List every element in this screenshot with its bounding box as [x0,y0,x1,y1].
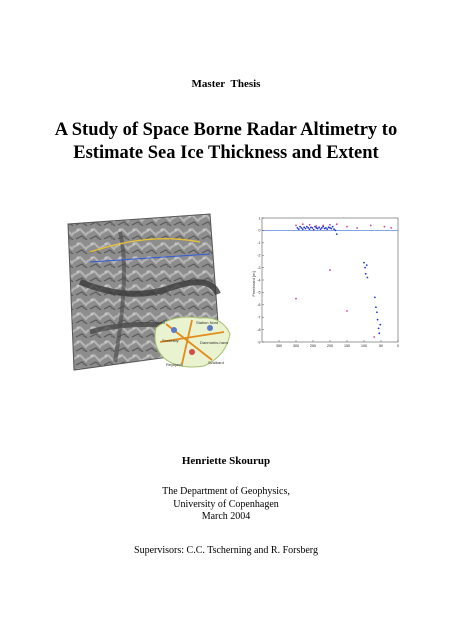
data-point [303,226,305,228]
title-line-1: A Study of Space Borne Radar Altimetry to [54,120,398,140]
data-point [336,223,338,225]
data-point [365,273,367,275]
thesis-title [0,119,452,165]
data-point [377,319,379,321]
x-tick-label: 350 [276,344,282,348]
data-point [374,296,376,298]
data-point [299,226,301,228]
data-point [336,233,338,235]
data-point [378,332,380,334]
data-point [309,224,311,226]
y-tick-label: -5 [257,290,261,295]
department: The Department of Geophysics, [162,486,290,497]
data-point [356,227,358,229]
data-point [375,306,377,308]
data-point [316,225,318,227]
data-point [305,228,307,230]
y-axis-label: Freeboard [m] [251,271,256,297]
map-label: Scoresby [162,338,179,343]
data-point [301,227,303,229]
author-name: Henriette Skourup [181,455,271,467]
data-point [335,230,337,232]
title-line-2: Estimate Sea Ice Thickness and Extent [73,143,379,163]
data-point [296,227,298,229]
y-tick-label: -2 [257,253,261,258]
date: March 2004 [201,511,251,522]
x-tick-label: 250 [310,344,316,348]
data-point [302,228,304,230]
plot-area [262,218,398,342]
data-point [346,310,348,312]
data-point [317,228,319,230]
data-point [333,228,335,230]
inset-map [155,317,230,367]
data-point [309,228,311,230]
data-point [298,228,300,230]
data-point [364,267,366,269]
data-point [373,336,375,338]
affiliation [0,486,452,524]
data-point [311,227,313,229]
data-point [326,228,328,230]
data-point [306,226,308,228]
y-tick-label: -9 [257,340,261,345]
y-tick-label: -7 [257,315,261,320]
y-tick-label: -8 [257,327,261,332]
data-point [321,227,323,229]
data-point [384,226,386,228]
map-label: Nord [156,320,165,325]
data-point [379,324,381,326]
data-point [346,226,348,228]
data-point [376,311,378,313]
data-point [320,228,322,230]
freeboard-plot [252,214,402,354]
data-point [332,226,334,228]
y-tick-label: 0 [258,228,261,233]
y-tick-label: -4 [257,278,261,283]
data-point [295,298,297,300]
data-point [318,226,320,228]
data-point [367,277,369,279]
data-point [313,229,315,231]
supervisors: Supervisors: C.C. Tscherning and R. Forsberg [134,545,318,556]
data-point [329,224,331,226]
data-point [330,228,332,230]
y-tick-label: -1 [257,241,261,246]
university: University of Copenhagen [173,498,279,510]
data-point [325,227,327,229]
data-point [370,225,372,227]
data-point [322,225,324,227]
data-point [329,269,331,271]
x-tick-label: 200 [327,344,333,348]
data-point [295,225,297,227]
x-tick-label: 100 [361,344,367,348]
data-point [378,327,380,329]
x-tick-label: 300 [293,344,299,348]
map-label: Danmarks-havn [200,340,229,345]
data-point [307,227,309,229]
thesis-type: Master Thesis [191,78,261,90]
data-point [363,262,365,264]
map-label: Reykjavik [166,362,184,367]
y-tick-label: 1 [258,216,261,221]
y-tick-label: -6 [257,303,261,308]
y-tick-label: -3 [257,265,261,270]
x-tick-label: 0 [397,344,399,348]
map-label: Station Nord [196,320,219,325]
sar-image-figure [60,212,255,374]
data-point [390,227,392,229]
map-label: Svalbard [208,360,224,365]
data-point [302,223,304,225]
data-point [366,264,368,266]
x-tick-label: 150 [344,344,350,348]
x-tick-label: 50 [379,344,383,348]
